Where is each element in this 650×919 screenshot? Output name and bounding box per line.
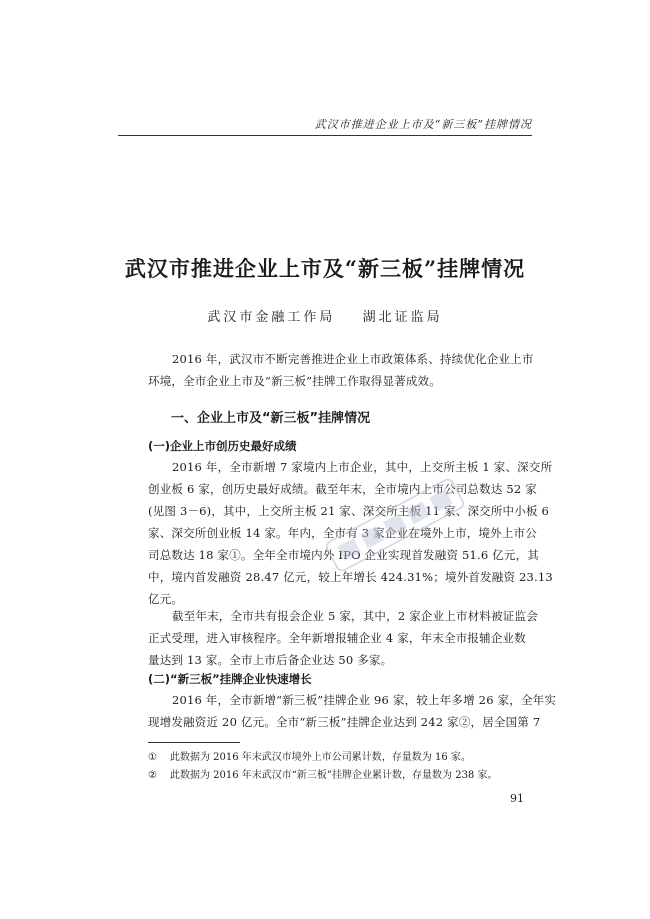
footnote-text: 此数据为 2016 年末武汉市“新三板”挂牌企业累计数，存量数为 238 家。 xyxy=(170,770,498,781)
footnote-2 xyxy=(148,768,497,784)
text-line: 现增发融资近 20 亿元。全市“新三板”挂牌企业达到 242 家②，居全国第 7 xyxy=(148,715,541,729)
subsection-heading: (二)“新三板”挂牌企业快速增长 xyxy=(148,672,312,686)
text-line: 正式受理，进入审核程序。全年新增报辅企业 4 家，年末全市报辅企业数 xyxy=(148,631,526,645)
header-rule xyxy=(118,135,532,136)
text-line: 截至年末，全市共有报会企业 5 家，其中，2 家企业上市材料被证监会 xyxy=(172,609,538,623)
section-heading: 一、企业上市及“新三板”挂牌情况 xyxy=(171,411,371,426)
text-line: 亿元。 xyxy=(148,592,184,606)
text-line: 中，境内首发融资 28.47 亿元，较上年增长 424.31%；境外首发融资 23.13 xyxy=(148,570,553,584)
text-line: 2016 年，全市新增 7 家境内上市企业，其中，上交所主板 1 家、深交所 xyxy=(172,460,553,474)
text-line: 司总数达 18 家①。全年全市境内外 IPO 企业实现首发融资 51.6 亿元，其 xyxy=(148,548,540,562)
text-line: 量达到 13 家。全市上市后备企业达 50 多家。 xyxy=(148,653,393,667)
footnote-marker: ② xyxy=(148,770,157,781)
paragraph-2 xyxy=(148,605,538,671)
intro-paragraph xyxy=(148,348,534,392)
article-authors xyxy=(0,306,650,325)
text-line: 2016 年，武汉市不断完善推进企业上市政策体系、持续优化企业上市 xyxy=(172,352,534,366)
text-line: (见图 3－6)，其中，上交所主板 21 家、深交所主板 11 家、深交所中小板 6 xyxy=(148,504,550,518)
text-line: 2016 年，全市新增“新三板”挂牌企业 96 家，较上年多增 26 家，全年实 xyxy=(172,693,557,707)
footnote-rule xyxy=(148,742,240,743)
footnote-marker: ① xyxy=(148,752,157,763)
author-2: 湖北证监局 xyxy=(362,310,443,325)
running-header: 武汉市推进企业上市及“新三板”挂牌情况 xyxy=(314,118,532,131)
article-title: 武汉市推进企业上市及“新三板”挂牌情况 xyxy=(124,256,526,281)
footnote-1 xyxy=(148,750,471,766)
text-line: 家、深交所创业板 14 家。年内，全市有 3 家企业在境外上市，境外上市公 xyxy=(148,526,537,540)
page-number: 91 xyxy=(510,792,524,805)
footnote-text: 此数据为 2016 年末武汉市境外上市公司累计数，存量数为 16 家。 xyxy=(170,752,471,763)
text-line: 创业板 6 家，创历史最好成绩。截至年末，全市境内上市公司总数达 52 家 xyxy=(148,482,537,496)
text-line: 环境，全市企业上市及“新三板”挂牌工作取得显著成效。 xyxy=(148,374,441,388)
paragraph-3 xyxy=(148,689,557,733)
author-1: 武汉市金融工作局 xyxy=(207,310,336,325)
subsection-heading: (一)企业上市创历史最好成绩 xyxy=(148,439,297,453)
